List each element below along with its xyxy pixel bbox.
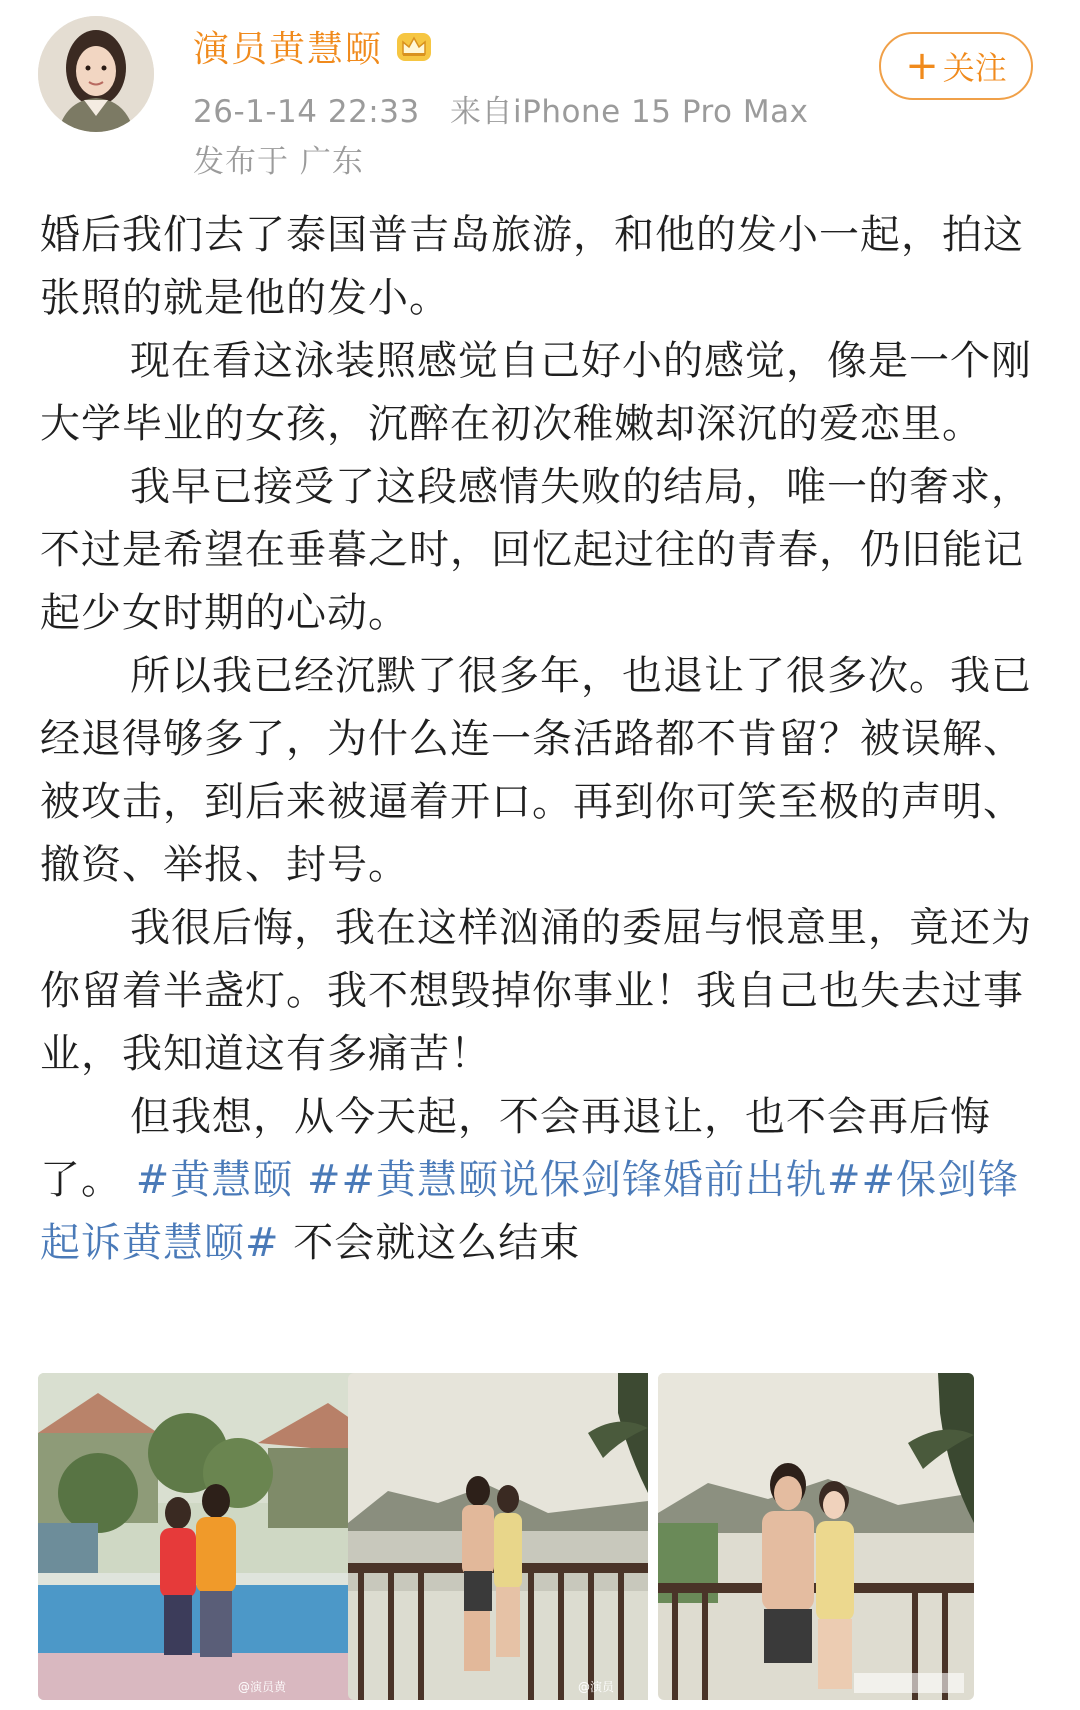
hashtag-link[interactable]: #黄慧颐 xyxy=(135,1157,294,1203)
post-meta xyxy=(193,86,808,131)
crown-icon xyxy=(395,29,433,63)
post-source: 来自iPhone 15 Pro Max xyxy=(450,94,809,130)
photo-watermark: @演员 xyxy=(578,1680,615,1694)
post-paragraph-last xyxy=(40,1086,1040,1275)
post-text-tail: 不会就这么结束 xyxy=(293,1220,581,1266)
avatar-photo xyxy=(38,16,154,132)
post-body xyxy=(40,204,1040,1275)
photo-watermark: @演员黄 xyxy=(238,1680,287,1694)
username-row xyxy=(193,20,433,72)
photo-thumbnail-1[interactable] xyxy=(38,1373,364,1700)
follow-button[interactable] xyxy=(879,32,1033,100)
post-paragraph: 现在看这泳装照感觉自己好小的感觉，像是一个刚大学毕业的女孩，沉醉在初次稚嫩却深沉的爱恋里。 xyxy=(40,338,1032,447)
photo-thumbnail-3[interactable] xyxy=(658,1373,974,1700)
hashtag-link[interactable]: ##黄慧颐说保剑锋婚前出轨# xyxy=(306,1157,862,1203)
post-paragraph: 我早已接受了这段感情失败的结局，唯一的奢求，不过是希望在垂暮之时，回忆起过往的青春，仍旧能记起少女时期的心动。 xyxy=(40,464,1032,636)
photo-thumbnail-2[interactable] xyxy=(348,1373,674,1700)
post-timestamp: 26-1-14 22:33 xyxy=(193,94,420,130)
plus-icon: + xyxy=(905,43,939,89)
avatar[interactable] xyxy=(38,16,154,132)
photo-grid xyxy=(38,1373,1042,1700)
hashtag-link[interactable]: #保剑锋起诉黄慧颐# xyxy=(40,1157,1020,1266)
post-location: 发布于 广东 xyxy=(193,144,364,180)
post-paragraph: 所以我已经沉默了很多年，也退让了很多次。我已经退得够多了，为什么连一条活路都不肯留？被误解、被攻击，到后来被逼着开口。再到你可笑至极的声明、撤资、举报、封号。 xyxy=(40,653,1032,888)
balcony-sea-photo xyxy=(348,1373,648,1700)
username[interactable]: 演员黄慧颐 xyxy=(193,28,384,70)
post-text: 但我想，从今天起，不会再退让，也不会再后悔了。 xyxy=(40,1094,991,1203)
post-header xyxy=(0,0,1080,190)
post-paragraph: 婚后我们去了泰国普吉岛旅游，和他的发小一起，拍这张照的就是他的发小。 xyxy=(40,212,1024,321)
follow-label: 关注 xyxy=(942,49,1007,87)
resort-pool-photo xyxy=(38,1373,364,1700)
post-paragraph: 我很后悔，我在这样汹涌的委屈与恨意里，竟还为你留着半盏灯。我不想毁掉你事业！我自己也失去过事业，我知道这有多痛苦！ xyxy=(40,905,1032,1077)
balcony-closeup-photo xyxy=(658,1373,974,1700)
